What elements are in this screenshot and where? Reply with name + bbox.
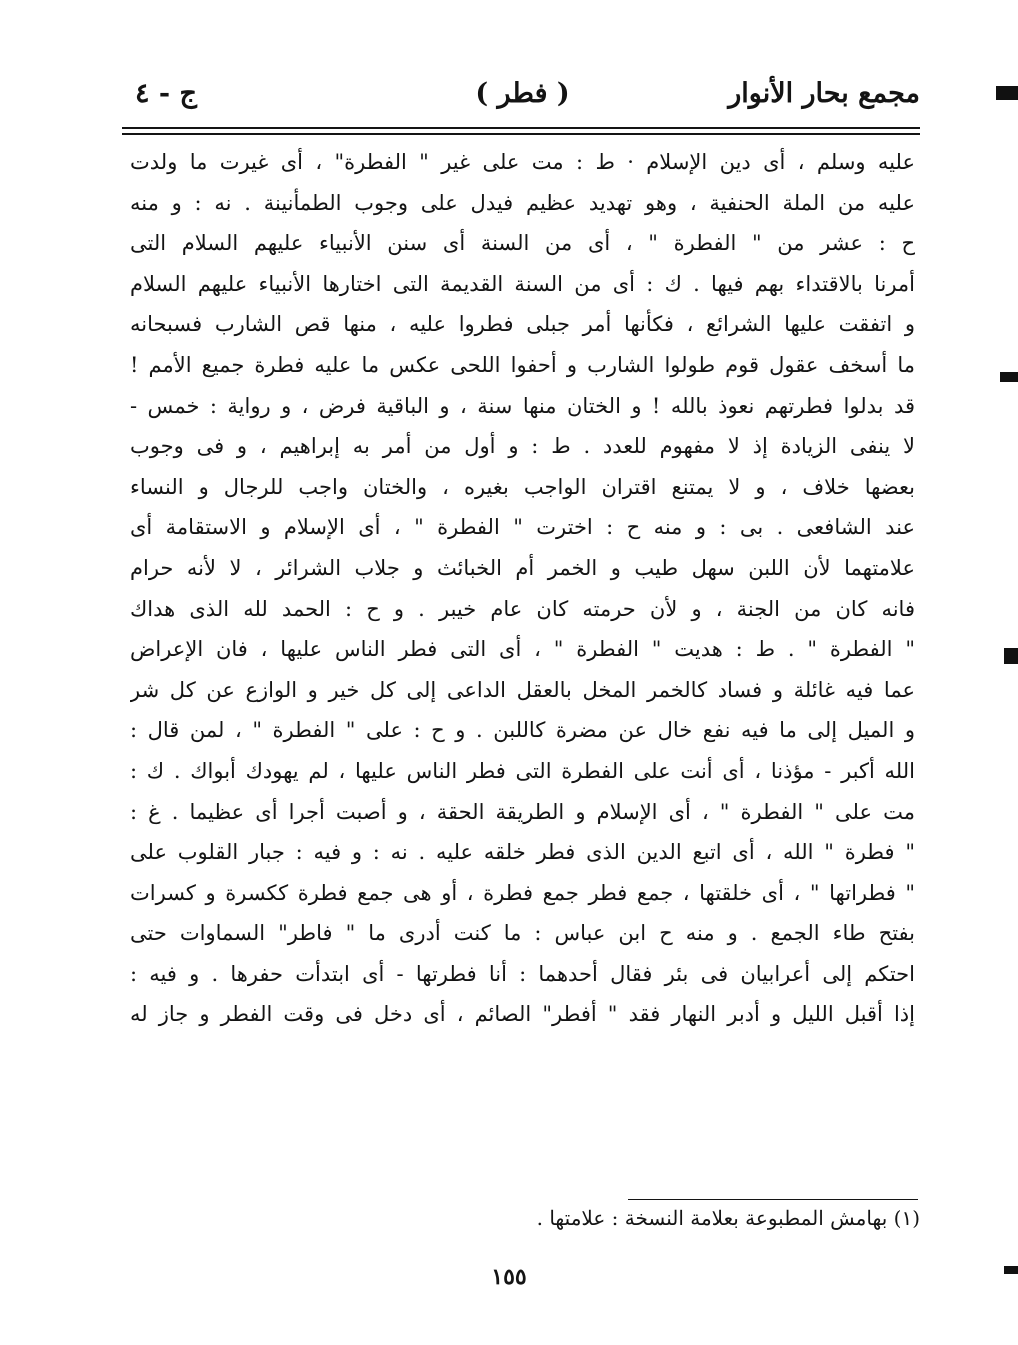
body-text <box>130 142 915 1035</box>
book-title: مجمع بحار الأنوار <box>728 78 920 109</box>
text-line: و اتفقت عليها الشرائع ، فكأنها أمر جبلى فطروا عليه ، منها قص الشارب فسبحانه <box>130 312 915 337</box>
header-rule-top <box>122 127 920 129</box>
text-line: إذا أقبل الليل و أدبر النهار فقد " أفطر" الصائم ، أى دخل فى وقت الفطر و جاز له <box>130 1002 915 1027</box>
text-line: بعضها خلاف ، و لا يمتنع اقتران الواجب بغيره ، والختان واجب للرجال و النساء <box>130 474 915 499</box>
header-rule-bottom <box>122 133 920 135</box>
text-line: عند الشافعى . بى : و منه ح : اخترت " الفطرة " ، أى الإسلام و الاستقامة أى <box>130 515 915 540</box>
text-line: احتكم إلى أعرابيان فى بئر فقال أحدهما : أنا فطرتها - أى ابتدأت حفرها . و فيه : <box>130 961 915 986</box>
text-line: " فطراتها " ، أى خلقتها ، جمع فطر جمع فطرة ، أو هى جمع فطرة ككسرة و كسرات <box>130 880 915 905</box>
text-line: فانه كان من الجنة ، و لأن حرمته كان عام خيبر . و ح : الحمد لله الذى هداك <box>130 596 915 621</box>
footnote: (١) بهامش المطبوعة بعلامة النسخة : علامتها . <box>536 1206 920 1230</box>
text-line: و الميل إلى ما فيه نفع خال عن مضرة كاللبن . و ح : على " الفطرة " ، لمن قال : <box>130 718 915 743</box>
text-line: مت على " الفطرة " ، أى الإسلام و الطريقة الحقة ، و أصبت أجرا أى عظيما . غ : <box>130 799 915 824</box>
scan-speck <box>1004 648 1018 664</box>
text-line: عليه من الملة الحنفية ، وهو تهديد عظيم فيدل على وجوب الطمأنينة . نه : و منه <box>130 190 915 215</box>
text-line: لا ينفى الزيادة إذ لا مفهوم للعدد . ط : و أول من أمر به إبراهيم ، و فى وجوب <box>130 434 915 459</box>
scan-speck <box>1000 372 1018 382</box>
text-line: عما فيه غائلة و فساد كالخمر المخل بالعقل الداعى إلى كل خير و الوازع عن كل شر <box>130 677 915 702</box>
text-line: قد بدلوا فطرتهم نعوذ بالله ! و الختان منها سنة ، و الباقية فرض ، و رواية : خمس - <box>130 393 915 418</box>
volume-number: ج - ٤ <box>135 78 197 109</box>
footnote-rule <box>628 1199 918 1200</box>
scan-speck <box>996 86 1018 100</box>
root-word-heading: ( فطر ) <box>475 78 570 109</box>
text-line: عليه وسلم ، أى دين الإسلام · ط : مت على غير " الفطرة" ، أى غيرت ما ولدت <box>130 150 915 174</box>
text-line: أمرنا بالاقتداء بهم فيها . ك : أى من السنة القديمة التى اختارها الأنبياء عليهم السلام <box>130 271 915 296</box>
scan-speck <box>1004 1266 1018 1274</box>
running-header <box>125 72 920 122</box>
text-line: ما أسخف عقول قوم طولوا الشارب و أحفوا اللحى عكس ما عليه فطرة جميع الأمم ! <box>130 352 915 377</box>
text-line: بفتح طاء الجمع . و منه ح ابن عباس : ما كنت أدرى ما " فاطر" السماوات حتى <box>130 921 915 946</box>
text-line: " الفطرة " . ط : هديت " الفطرة " ، أى التى فطر الناس عليها ، فان الإعراض <box>130 637 915 662</box>
page-number: ١٥٥ <box>491 1264 527 1290</box>
text-line: ح : عشر من " الفطرة " ، أى من السنة أى سنن الأنبياء عليهم السلام التى <box>130 231 915 256</box>
text-line: علامتهما لأن اللبن سهل طيب و الخمر أم الخبائث و جلاب الشرائر ، لا لأنه حرام <box>130 555 915 580</box>
text-line: الله أكبر - مؤذنا ، أى أنت على الفطرة التى فطر الناس عليها ، لم يهودك أبواك . ك : <box>130 758 915 783</box>
text-line: " فطرة " الله ، أى اتبع الدين الذى فطر خلقه عليه . نه : و فيه : جبار القلوب على <box>130 840 915 865</box>
